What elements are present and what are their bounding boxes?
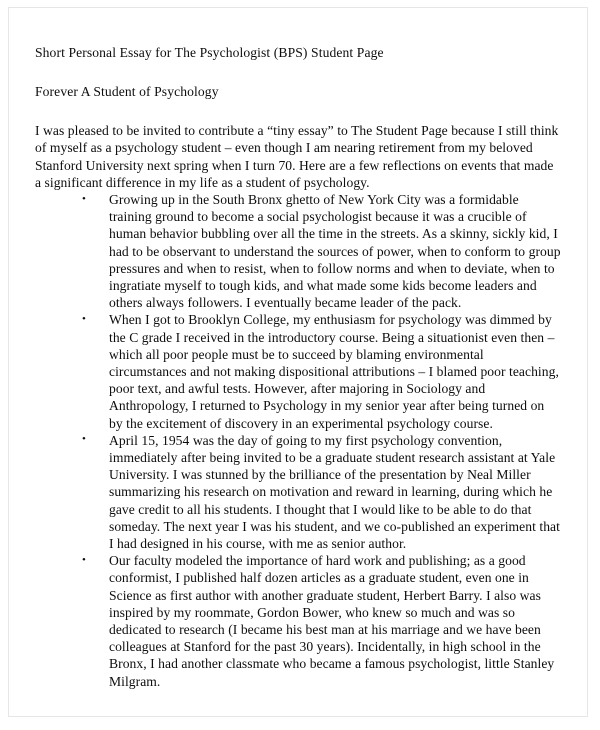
document-title: Short Personal Essay for The Psychologist (BPS) Student Page <box>35 45 384 60</box>
document-body <box>9 8 587 690</box>
list-item: • April 15, 1954 was the day of going to my first psychology convention, immediately after being invited to be a graduate student research assistant at Yale University. I was stunned by the brilliance of the presentation by Neal Miller summarizing his research on motivation and reward in learning, during which he gave credit to all his students. I thought that I would like to be able to do that someday. The next year I was his student, and we co-published an experiment that I had designed in his course, with me as senior author. <box>35 432 561 552</box>
list-item: • When I got to Brooklyn College, my enthusiasm for psychology was dimmed by the C grade I received in the introductory course. Being a situationist even then – which all poor people must be to succeed by blaming environmental circumstances and not making dispositional attributions – I blamed poor teaching, poor text, and awful tests. However, after majoring in Sociology and Anthropology, I returned to Psychology in my senior year after being turned on by the excitement of discovery in an experimental psychology course. <box>35 311 561 431</box>
intro-paragraph: I was pleased to be invited to contribute a “tiny essay” to The Student Page because I still think of myself as a psychology student – even though I am nearing retirement from my beloved Stanford University next spring when I turn 70. Here are a few reflections on events that made a significant difference in my life as a student of psychology. <box>35 123 559 190</box>
document-page <box>8 7 588 717</box>
document-subtitle: Forever A Student of Psychology <box>35 83 219 99</box>
list-item: • Growing up in the South Bronx ghetto of New York City was a formidable training ground to become a social psychologist because it was a crucible of human behavior bubbling over all the time in the streets. As a skinny, sickly kid, I had to be observant to understand the sources of power, when to conform to group pressures and when to resist, when to follow norms and when to deviate, when to ingratiate myself to tough kids, and what made some kids become leaders and others always followers. I eventually became leader of the pack. <box>35 191 561 311</box>
list-item: • Our faculty modeled the importance of hard work and publishing; as a good conformist, I published half dozen articles as a graduate student, even one in Science as first author with another graduate student, Herbert Barry. I also was inspired by my roommate, Gordon Bower, who knew so much and was so dedicated to research (I became his best man at his marriage and we have been colleagues at Stanford for the past 30 years). Incidentally, in high school in the Bronx, I had another classmate who became a famous psychologist, little Stanley Milgram. <box>35 552 561 690</box>
reflections-list <box>35 191 561 690</box>
